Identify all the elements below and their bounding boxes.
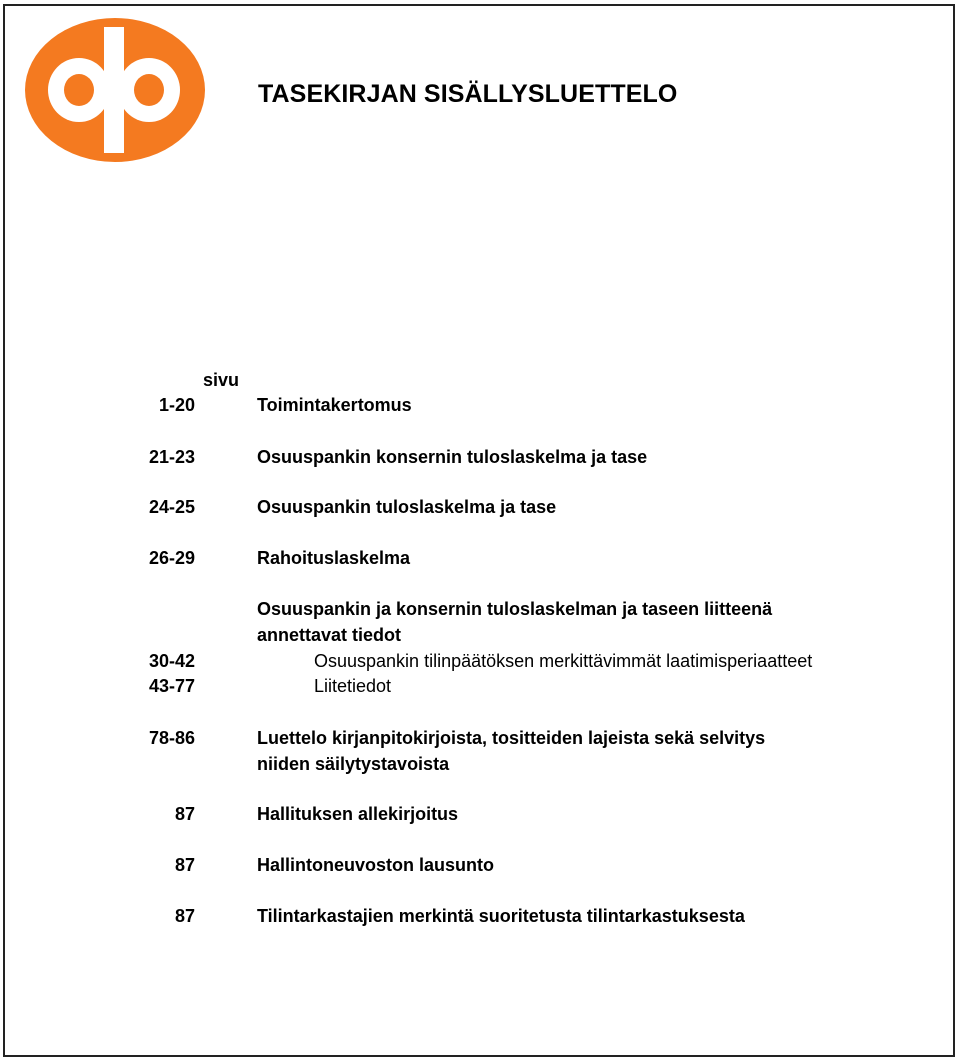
toc-page-number: 1-20 (158, 395, 195, 415)
toc-entry: Osuuspankin tuloslaskelma ja tase (257, 497, 557, 517)
document-title: TASEKIRJAN SISÄLLYSLUETTELO (258, 80, 678, 108)
toc-section-heading: annettavat tiedot (257, 625, 402, 645)
toc-page-number: 30-42 (148, 651, 195, 671)
toc-entry: Toimintakertomus (257, 395, 412, 415)
toc-entry: Luettelo kirjanpitokirjoista, tositteiden lajeista sekä selvitys (257, 728, 766, 748)
toc-page-number: 43-77 (148, 676, 195, 696)
toc-section-heading: Osuuspankin ja konsernin tuloslaskelman ja taseen liitteenä (257, 599, 773, 619)
toc-entry: Osuuspankin konsernin tuloslaskelma ja tase (257, 447, 648, 467)
toc-entry: Rahoituslaskelma (257, 548, 411, 568)
toc-sub-entry: Osuuspankin tilinpäätöksen merkittävimmät laatimisperiaatteet (314, 651, 813, 671)
op-logo-icon (24, 17, 206, 163)
page-column-header: sivu (203, 370, 240, 390)
toc-entry: Hallituksen allekirjoitus (257, 804, 459, 824)
toc-page-number: 26-29 (148, 548, 195, 568)
toc-entry-continuation: niiden säilytystavoista (257, 754, 450, 774)
toc-page-number: 21-23 (148, 447, 195, 467)
toc-page-number: 24-25 (148, 497, 195, 517)
toc-entry: Tilintarkastajien merkintä suoritetusta tilintarkastuksesta (257, 906, 745, 926)
toc-page-number: 78-86 (148, 728, 195, 748)
toc-sub-entry: Liitetiedot (314, 676, 392, 696)
toc-page-number: 87 (174, 855, 195, 875)
toc-page-number: 87 (174, 906, 195, 926)
toc-page-number: 87 (174, 804, 195, 824)
toc-entry: Hallintoneuvoston lausunto (257, 855, 494, 875)
